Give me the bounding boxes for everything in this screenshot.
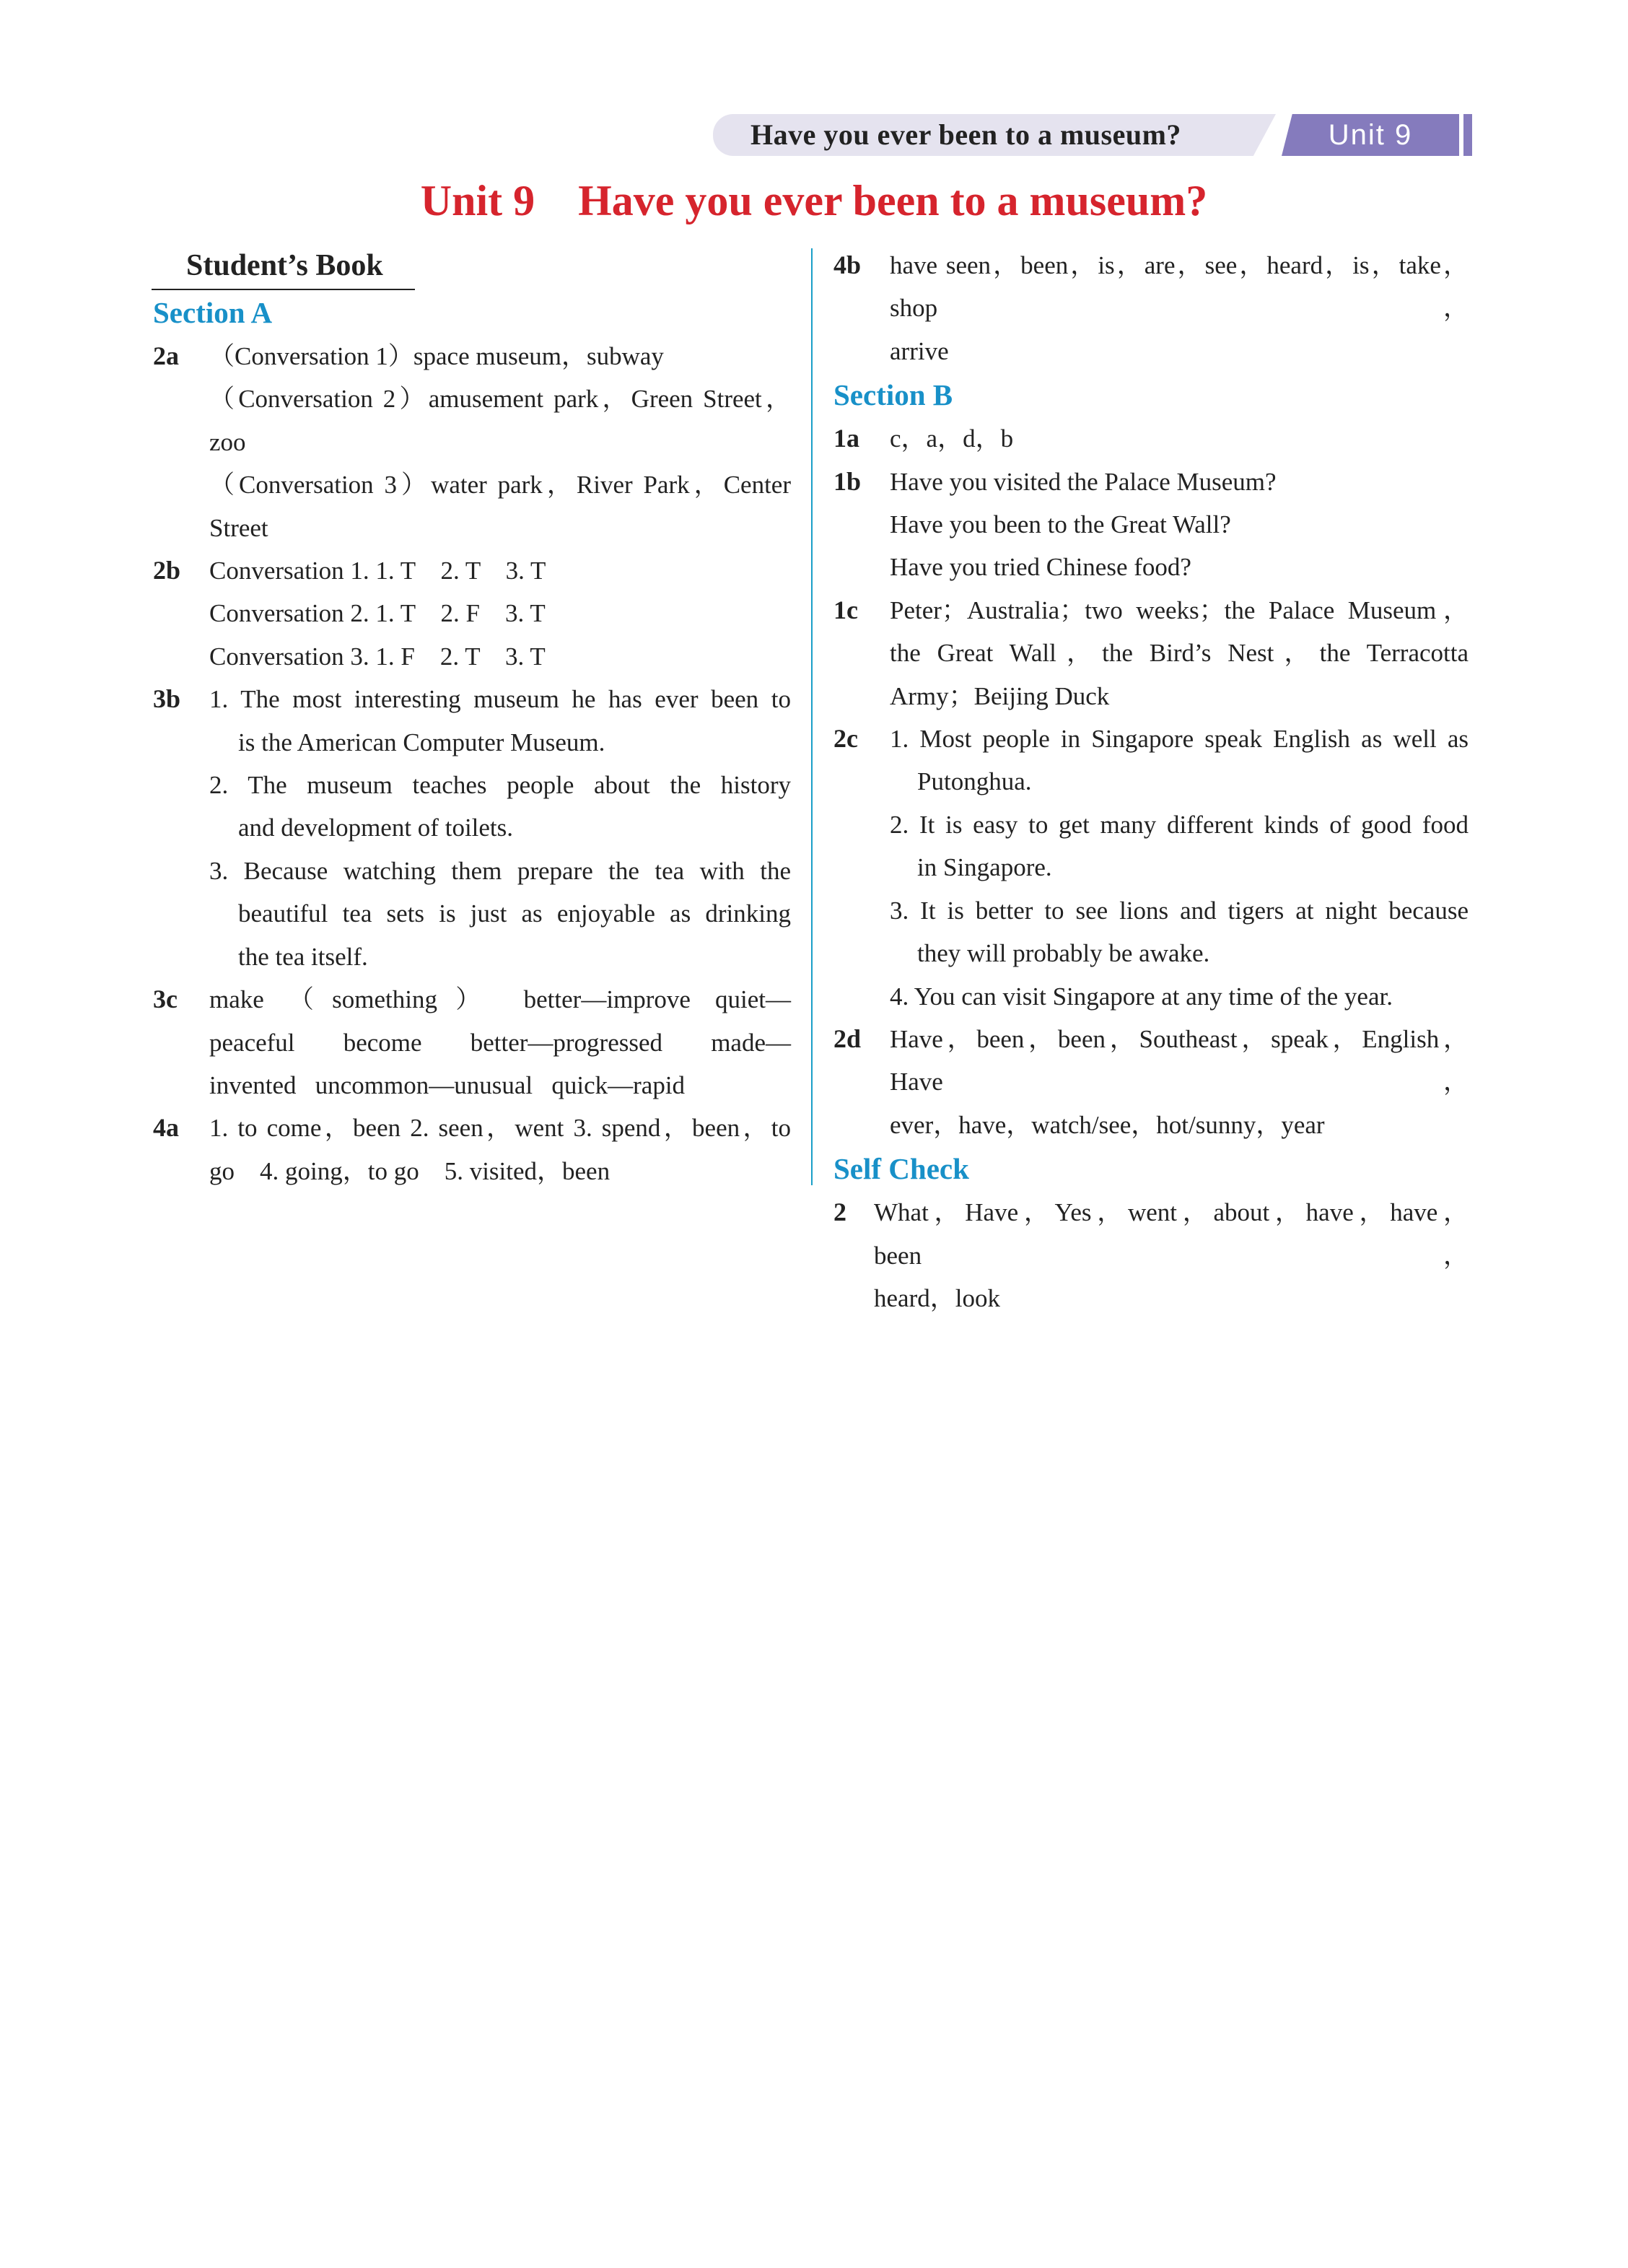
answer-item-1b xyxy=(833,461,1469,589)
answer-line: Have，been，been，Southeast，speak，English，Have， xyxy=(890,1024,1469,1096)
answer-line: Street xyxy=(209,513,268,542)
item-number: 1b xyxy=(833,466,862,496)
item-number: 4a xyxy=(153,1113,179,1143)
answer-line: ever，have，watch/see，hot/sunny，year xyxy=(890,1110,1325,1139)
answer-line: 3. Because watching them prepare the tea with the xyxy=(209,856,791,885)
answer-line: Conversation 3. 1. F 2. T 3. T xyxy=(209,642,546,671)
answer-line: they will probably be awake. xyxy=(917,939,1210,968)
answer-line: （Conversation 2）amusement park，Green Street， xyxy=(209,385,791,414)
item-body xyxy=(209,1107,791,1192)
page-title: Unit 9 Have you ever been to a museum? xyxy=(420,177,1208,224)
answer-item-4b xyxy=(833,244,1469,372)
answer-line: （Conversation 3）water park，River Park，Center xyxy=(209,471,791,500)
answer-item-2d xyxy=(833,1018,1469,1146)
answer-line: invented uncommon—unusual quick—rapid xyxy=(209,1070,686,1099)
left-column xyxy=(153,244,791,1192)
answer-line: the tea itself. xyxy=(238,942,368,971)
answer-item-3b xyxy=(153,678,791,978)
answer-line: 1. The most interesting museum he has ever been to xyxy=(209,685,791,714)
answer-item-2b xyxy=(153,549,791,678)
answer-line: Peter；Australia；two weeks；the Palace Museum， xyxy=(890,596,1469,624)
item-body xyxy=(209,678,791,978)
item-body xyxy=(209,549,791,678)
answer-item-2 xyxy=(833,1191,1469,1320)
item-body xyxy=(209,335,791,549)
answer-line: Conversation 1. 1. T 2. T 3. T xyxy=(209,557,546,585)
answer-line: beautiful tea sets is just as enjoyable as drinking xyxy=(238,899,791,928)
answer-line: go 4. going，to go 5. visited，been xyxy=(209,1156,610,1185)
item-number: 3c xyxy=(153,985,178,1014)
answer-line: 2. It is easy to get many different kinds of good food xyxy=(890,810,1469,839)
answer-line: arrive xyxy=(890,336,949,365)
answer-line: heard，look xyxy=(874,1283,1000,1312)
answer-line: What，Have，Yes，went，about，have，have，been， xyxy=(874,1198,1469,1270)
right-column xyxy=(833,244,1469,1320)
answer-line: have seen，been，is，are，see，heard，is，take，shop， xyxy=(890,251,1469,323)
running-header-title: Have you ever been to a museum? xyxy=(750,118,1181,151)
answer-item-3c xyxy=(153,978,791,1107)
answer-item-1a xyxy=(833,417,1469,460)
answer-line: peaceful become better—progressed made— xyxy=(209,1028,791,1057)
answer-line: （Conversation 1）space museum，subway xyxy=(209,342,664,370)
item-body xyxy=(890,589,1469,718)
answer-line: Have you been to the Great Wall? xyxy=(890,510,1231,539)
column-divider xyxy=(811,248,813,1185)
answer-item-4a xyxy=(153,1107,791,1192)
answer-line: Have you tried Chinese food? xyxy=(890,553,1191,582)
item-number: 1a xyxy=(833,424,859,453)
item-number: 2 xyxy=(833,1198,846,1227)
unit-tab-label: Unit 9 xyxy=(1328,119,1413,151)
answer-line: is the American Computer Museum. xyxy=(238,728,605,756)
self-check-heading: Self Check xyxy=(833,1152,969,1186)
item-number: 3b xyxy=(153,684,181,714)
section-b-heading: Section B xyxy=(833,378,953,412)
answer-item-1c xyxy=(833,589,1469,718)
header-edge-stripe xyxy=(1463,114,1472,156)
item-number: 2d xyxy=(833,1024,862,1053)
answer-item-2c xyxy=(833,718,1469,1018)
answer-line: zoo xyxy=(209,427,246,456)
answer-line: and development of toilets. xyxy=(238,814,514,842)
item-body xyxy=(209,978,791,1107)
answer-line: in Singapore. xyxy=(917,853,1052,882)
item-number: 1c xyxy=(833,595,858,624)
item-number: 2c xyxy=(833,724,858,754)
item-body xyxy=(890,244,1469,372)
item-body xyxy=(874,1191,1469,1320)
answer-item-2a xyxy=(153,335,791,549)
answer-line: 1. to come，been 2. seen，went 3. spend，been，to xyxy=(209,1114,791,1143)
item-number: 2a xyxy=(153,341,179,370)
item-body xyxy=(890,1018,1469,1146)
item-body xyxy=(890,417,1469,460)
item-number: 4b xyxy=(833,250,862,279)
answer-line: 1. Most people in Singapore speak English as well as xyxy=(890,725,1469,754)
answer-line: 4. You can visit Singapore at any time of the year. xyxy=(890,982,1393,1011)
answer-line: Putonghua. xyxy=(917,767,1032,796)
item-body xyxy=(890,718,1469,1018)
answer-line: c，a，d，b xyxy=(890,424,1014,453)
answer-line: make （something） better—improve quiet— xyxy=(209,985,791,1014)
answer-line: Conversation 2. 1. T 2. F 3. T xyxy=(209,599,546,628)
students-book-heading: Student’s Book xyxy=(152,244,415,290)
answer-line: Have you visited the Palace Museum? xyxy=(890,467,1277,496)
answer-line: 2. The museum teaches people about the history xyxy=(209,771,791,800)
answer-line: the Great Wall，the Bird’s Nest，the Terracotta xyxy=(890,639,1469,668)
answer-line: Army；Beijing Duck xyxy=(890,681,1110,710)
item-body xyxy=(890,461,1469,589)
item-number: 2b xyxy=(153,556,181,585)
answer-line: 3. It is better to see lions and tigers at night because xyxy=(890,896,1469,925)
section-a-heading: Section A xyxy=(153,296,273,329)
